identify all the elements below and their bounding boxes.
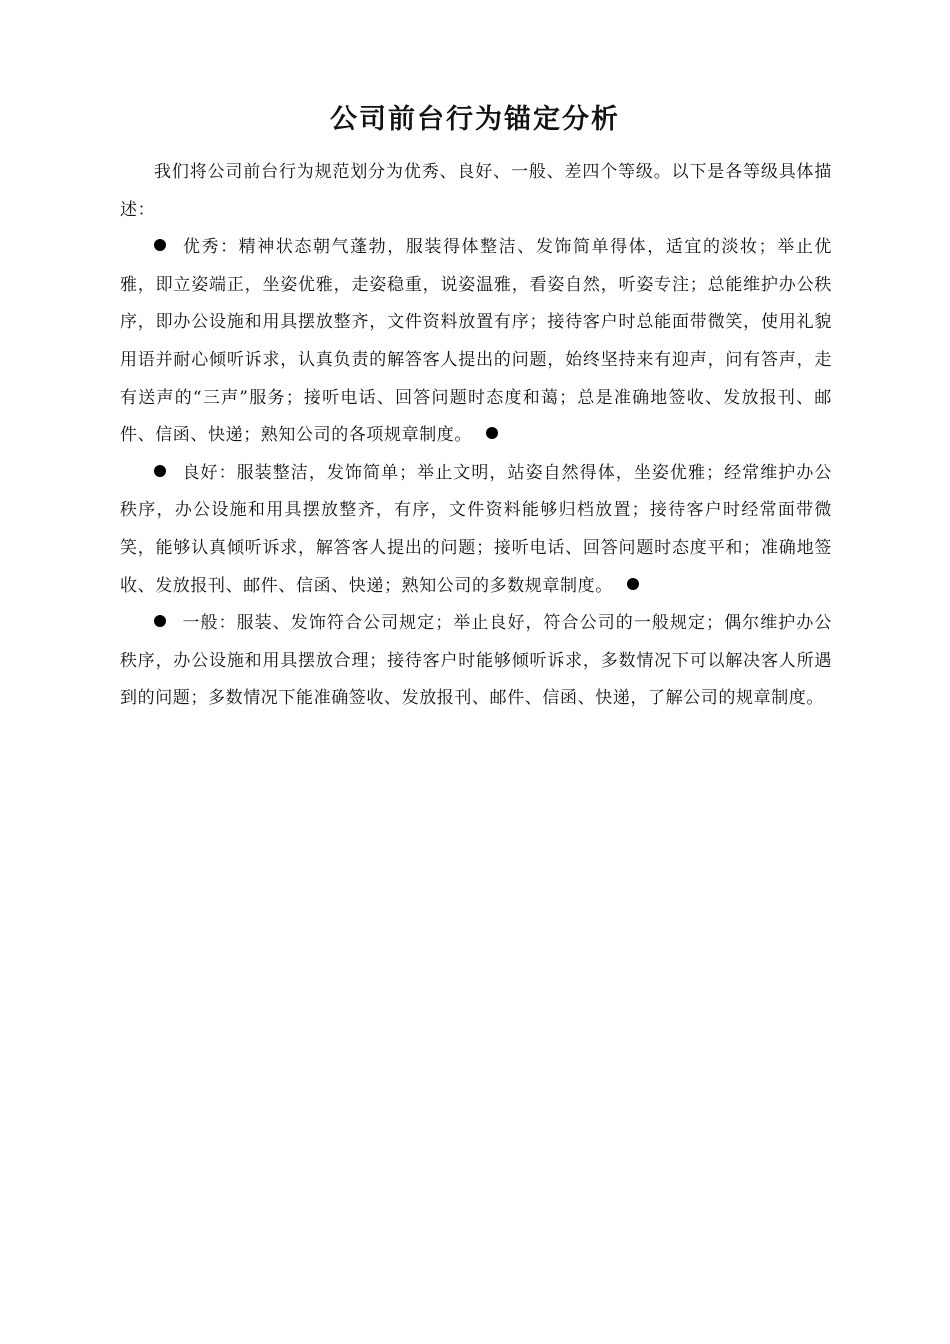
document-body [120, 154, 832, 718]
level-good-item [120, 455, 832, 605]
level-average-item [120, 605, 832, 718]
level-excellent-text: 优秀：精神状态朝气蓬勃，服装得体整洁、发饰简单得体，适宜的淡妆；举止优雅，即立姿端正，坐姿优雅，走姿稳重，说姿温雅，看姿自然，听姿专注；总能维护办公秩序，即办公设施和用具摆放整齐，文件资料放置有序；接待客户时总能面带微笑，使用礼貌用语并耐心倾听诉求，认真负责的解答客人提出的问题，始终坚持来有迎声，问有答声，走有送声的“三声”服务；接听电话、回答问题时态度和蔼；总是准确地签收、发放报刊、邮件、信函、快递；熟知公司的各项规章制度。 [120, 237, 832, 446]
bullet-icon [154, 615, 166, 627]
bullet-icon [627, 578, 639, 590]
level-good-text: 良好：服装整洁，发饰简单；举止文明，站姿自然得体，坐姿优雅；经常维护办公秩序，办公设施和用具摆放整齐，有序，文件资料能够归档放置；接待客户时经常面带微笑，能够认真倾听诉求，解答客人提出的问题；接听电话、回答问题时态度平和；准确地签收、发放报刊、邮件、信函、快递；熟知公司的多数规章制度。 [120, 462, 832, 596]
bullet-icon [154, 239, 166, 251]
level-excellent-item [120, 229, 832, 455]
level-average-text: 一般：服装、发饰符合公司规定；举止良好，符合公司的一般规定；偶尔维护办公秩序，办公设施和用具摆放合理；接待客户时能够倾听诉求，多数情况下可以解决客人所遇到的问题；多数情况下能准确签收、发放报刊、邮件、信函、快递，了解公司的规章制度。 [120, 613, 832, 709]
intro-paragraph: 我们将公司前台行为规范划分为优秀、良好、一般、差四个等级。以下是各等级具体描述： [120, 162, 832, 220]
bullet-icon [486, 427, 498, 439]
bullet-icon [154, 465, 166, 477]
page-title: 公司前台行为锚定分析 [330, 104, 620, 136]
